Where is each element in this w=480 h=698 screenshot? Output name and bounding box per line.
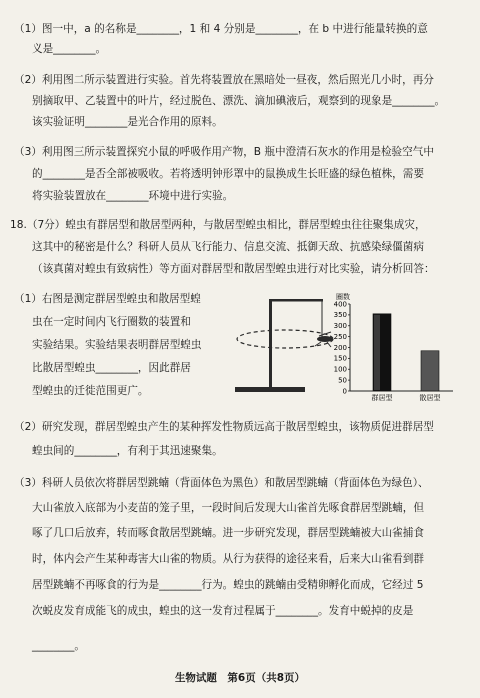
- q18-3-line7: ________。: [32, 640, 85, 652]
- x-tick-label: 散居型: [419, 394, 441, 402]
- q18-1-line2: 虫在一定时间内飞行圈数的装置和: [32, 316, 191, 328]
- flight-figure: [225, 292, 460, 404]
- q18-1-line3: 实验结果。实验结果表明群居型蝗虫: [32, 339, 202, 351]
- q18-2-line1: （2）研究发现，群居型蝗虫产生的某种挥发性物质远高于散居型蝗虫，该物质促进群居型: [14, 421, 434, 433]
- y-tick-label: 50: [338, 376, 347, 385]
- q18-2-line2: 蝗虫间的________，有利于其迅速聚集。: [32, 445, 223, 457]
- y-tick-label: 350: [333, 311, 347, 320]
- y-axis-label: 圈数: [336, 293, 350, 301]
- q18-1-line1: （1）右图是测定群居型蝗虫和散居型蝗: [14, 293, 201, 305]
- y-ticks: [334, 300, 350, 395]
- q18-intro-line2: 这其中的秘密是什么？科研人员从飞行能力、信息交流、抵御天敌、抗感染绿僵菌病: [32, 241, 424, 253]
- flight-bar-chart: [334, 292, 453, 402]
- y-tick-label: 0: [342, 387, 347, 396]
- q18-3-line1: （3）科研人员依次将群居型跳蝻（背面体色为黑色）和散居型跳蝻（背面体色为绿色）、: [14, 477, 429, 489]
- q17-3-line2: 的________是否全部被吸收。若将透明钟形罩中的鼠换成生长旺盛的绿色植株，需要: [32, 168, 424, 180]
- q18-3-line2: 大山雀放入底部为小麦苗的笼子里，一段时间后发现大山雀首先啄食群居型跳蝻，但: [32, 502, 424, 514]
- locust-icon: [315, 332, 333, 347]
- q18-3-line5: 居型跳蝻不再啄食的行为是________行为。蝗虫的跳蝻由受精卵孵化而成，它经过 5: [32, 579, 424, 591]
- q17-3-line3: 将实验装置放在________环境中进行实验。: [32, 190, 234, 202]
- bar-gregarious-shade: [374, 315, 380, 390]
- x-tick-label: 群居型: [371, 394, 393, 402]
- q17-1-line1: （1）图一中，a 的名称是________，1 和 4 分别是________，在 b 中进行能量转换的意: [14, 23, 428, 35]
- bars: [373, 314, 439, 391]
- q18-3-line4: 时，体内会产生某种毒害大山雀的物质。从行为获得的途径来看，后来大山雀看到群: [32, 553, 424, 565]
- flight-apparatus: [235, 299, 333, 392]
- y-tick-label: 150: [333, 354, 347, 363]
- y-tick-label: 250: [333, 332, 347, 341]
- q18-intro-line3: （该真菌对蝗虫有致病性）等方面对群居型和散居型蝗虫进行对比实验，请分析回答：: [32, 263, 435, 275]
- q17-2-line3: 该实验证明________是光合作用的原料。: [32, 116, 223, 128]
- apparatus-pole: [269, 300, 272, 388]
- q17-2-line1: （2）利用图二所示装置进行实验。首先将装置放在黑暗处一昼夜，然后照光几小时，再分: [14, 74, 434, 86]
- y-tick-label: 400: [333, 300, 347, 309]
- y-tick-label: 300: [333, 322, 347, 331]
- x-labels: [372, 393, 441, 402]
- y-tick-label: 100: [333, 365, 347, 374]
- q18-1-line5: 型蝗虫的迁徙范围更广。: [32, 385, 149, 397]
- bar-solitary: [421, 351, 439, 391]
- q18-intro-line1: 18.（7分）蝗虫有群居型和散居型两种，与散居型蝗虫相比，群居型蝗虫往往聚集成灾，: [10, 219, 426, 231]
- q17-3-line1: （3）利用图三所示装置探究小鼠的呼吸作用产物，B 瓶中澄清石灰水的作用是检验空气中: [14, 146, 434, 158]
- page-footer: 生物试题 第6页（共8页）: [174, 672, 306, 684]
- y-tick-label: 200: [333, 343, 347, 352]
- apparatus-arm: [269, 299, 323, 302]
- q17-2-line2: 别摘取甲、乙装置中的叶片，经过脱色、漂洗、滴加碘液后，观察到的现象是________。: [32, 95, 446, 107]
- q17-1-line2: 义是________。: [32, 43, 107, 55]
- q18-3-line3: 啄了几口后放弃，转而啄食散居型跳蝻。进一步研究发现，群居型跳蝻被大山雀捕食: [32, 527, 424, 539]
- q18-1-line4: 比散居型蝗虫________，因此群居: [32, 362, 191, 374]
- q18-3-line6: 次蜕皮发育成能飞的成虫，蝗虫的这一发育过程属于________。发育中蜕掉的皮是: [32, 605, 414, 617]
